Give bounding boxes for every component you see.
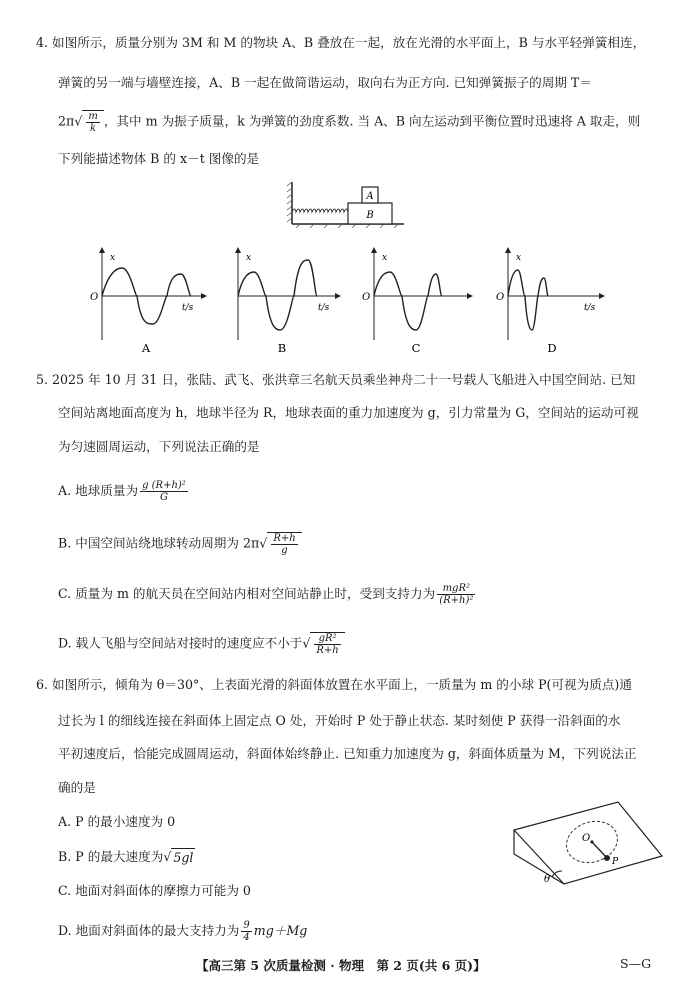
- origin-label: O: [362, 292, 371, 303]
- q6-option-a: A. P 的最小速度为 0: [58, 814, 176, 829]
- frac-den: G: [159, 492, 168, 503]
- axis-x-label: x: [382, 253, 388, 263]
- q6-line-1: 6. 如图所示，倾角为 θ＝30°、上表面光滑的斜面体放置在水平面上，一质量为 m 的小球 P(可视为质点)通: [36, 677, 632, 692]
- q4-line-4: 下列能描述物体 B 的 x－t 图像的是: [58, 151, 260, 166]
- q4-line-3: [58, 110, 663, 134]
- option-text: D. 地面对斜面体的最大支持力为: [58, 923, 240, 938]
- q4-line-1: 4. 如图所示，质量分别为 3M 和 M 的物块 A、B 叠放在一起，放在光滑的水平面上，B 与水平轻弹簧相连，: [36, 35, 646, 50]
- xt-graphs: [80, 244, 640, 354]
- block-a-label: A: [366, 191, 374, 202]
- ball-p-label: P: [612, 857, 619, 867]
- frac-den: (R+h)²: [439, 595, 474, 606]
- q6-option-b: B. P 的最大速度为√ 5gl: [58, 849, 194, 865]
- frac-den: k: [90, 123, 97, 134]
- q6-line-3: 平初速度后，恰能完成圆周运动，斜面体始终静止. 已知重力加速度为 g，斜面体质量为 M，下列说法正: [58, 746, 637, 761]
- q5-line-3: 为匀速圆周运动，下列说法正确的是: [58, 439, 260, 454]
- option-text: B. P 的最大速度为: [58, 849, 164, 864]
- option-text: D. 载人飞船与空间站对接时的速度应不小于: [58, 635, 303, 651]
- two-pi: 2π: [58, 113, 75, 129]
- frac-den: R+h: [316, 645, 339, 656]
- option-text: A. 地球质量为: [58, 483, 139, 498]
- q5-option-d: D. 载人飞船与空间站对接时的速度应不小于√ $\frac{\text{gR²}}{R+h}$: [58, 632, 663, 656]
- label-a: A: [141, 341, 151, 354]
- option-text: C. 质量为 m 的航天员在空间站内相对空间站静止时，受到支持力为: [58, 586, 436, 601]
- footer-title: 【高三第 5 次质量检测 · 物理 第 2 页(共 6 页)】: [196, 958, 486, 973]
- q6-option-d: [58, 920, 663, 943]
- radicand: 5gl: [173, 850, 194, 865]
- option-tail: mg＋Mg: [253, 923, 308, 938]
- graph-b: [238, 250, 338, 340]
- graph-a: [90, 250, 204, 340]
- block-b-label: B: [366, 210, 374, 221]
- q5-option-c: [58, 583, 663, 606]
- q5-line-2: 空间站离地面高度为 h，地球半径为 R，地球表面的重力加速度为 g，引力常量为 G，空间站的运动可视: [58, 405, 639, 420]
- q4-line-2: 弹簧的另一端与墙壁连接，A、B 一起在做简谐运动，取向右为正方向. 已知弹簧振子的周期 T＝: [58, 75, 592, 90]
- spring-icon: [292, 209, 348, 212]
- label-d: D: [547, 341, 557, 354]
- q6-line-2: 过长为 l 的细线连接在斜面体上固定点 O 处，开始时 P 处于静止状态. 某时刻使 P 获得一沿斜面的水: [58, 713, 621, 728]
- frac-num: m: [88, 111, 98, 122]
- frac-num: 9: [243, 920, 250, 931]
- q5-option-b: B. 中国空间站绕地球转动周期为 2π√ $\frac{R+h}{g}$: [58, 532, 663, 556]
- graph-c: [362, 250, 470, 340]
- origin-label: O: [90, 292, 99, 303]
- q6-option-c: C. 地面对斜面体的摩擦力可能为 0: [58, 883, 251, 898]
- axis-x-label: x: [246, 253, 252, 263]
- ball-p: [604, 855, 610, 861]
- spring-block-figure: [286, 182, 406, 228]
- axis-x-label: x: [110, 253, 116, 263]
- origin-label: O: [496, 292, 505, 303]
- q5-option-a: [58, 480, 663, 503]
- frac-num: mgR²: [437, 583, 475, 595]
- axis-t-label: t/s: [584, 303, 596, 313]
- axis-t-label: t/s: [318, 303, 330, 313]
- frac-den: g: [281, 545, 288, 556]
- incline-figure: [508, 800, 668, 890]
- frac-num: R+h: [273, 533, 296, 544]
- q5-line-1: 5. 2025 年 10 月 31 日，张陆、武飞、张洪章三名航天员乘坐神舟二十一号载人飞船进入中国空间站. 已知: [36, 372, 636, 387]
- frac-num: gR²: [314, 633, 340, 645]
- label-c: C: [411, 341, 421, 354]
- axis-x-label: x: [516, 253, 522, 263]
- angle-theta-label: θ: [544, 874, 551, 885]
- footer-code: S—G: [620, 956, 652, 971]
- graph-d: [496, 250, 602, 340]
- frac-num: g (R+h)²: [142, 480, 186, 491]
- option-text: B. 中国空间站绕地球转动周期为 2π: [58, 535, 260, 551]
- sqrt-m-over-k: √ $\frac{m}{k}$: [74, 110, 104, 134]
- label-b: B: [277, 341, 287, 354]
- q6-line-4: 确的是: [58, 780, 96, 795]
- q4-line-3-text: ，其中 m 为振子质量，k 为弹簧的劲度系数. 当 A、B 向左运动到平衡位置时迅速将 A 取走，则: [103, 113, 641, 129]
- point-o-label: O: [582, 833, 591, 844]
- frac-den: 4: [243, 932, 250, 943]
- axis-t-label: t/s: [182, 303, 194, 313]
